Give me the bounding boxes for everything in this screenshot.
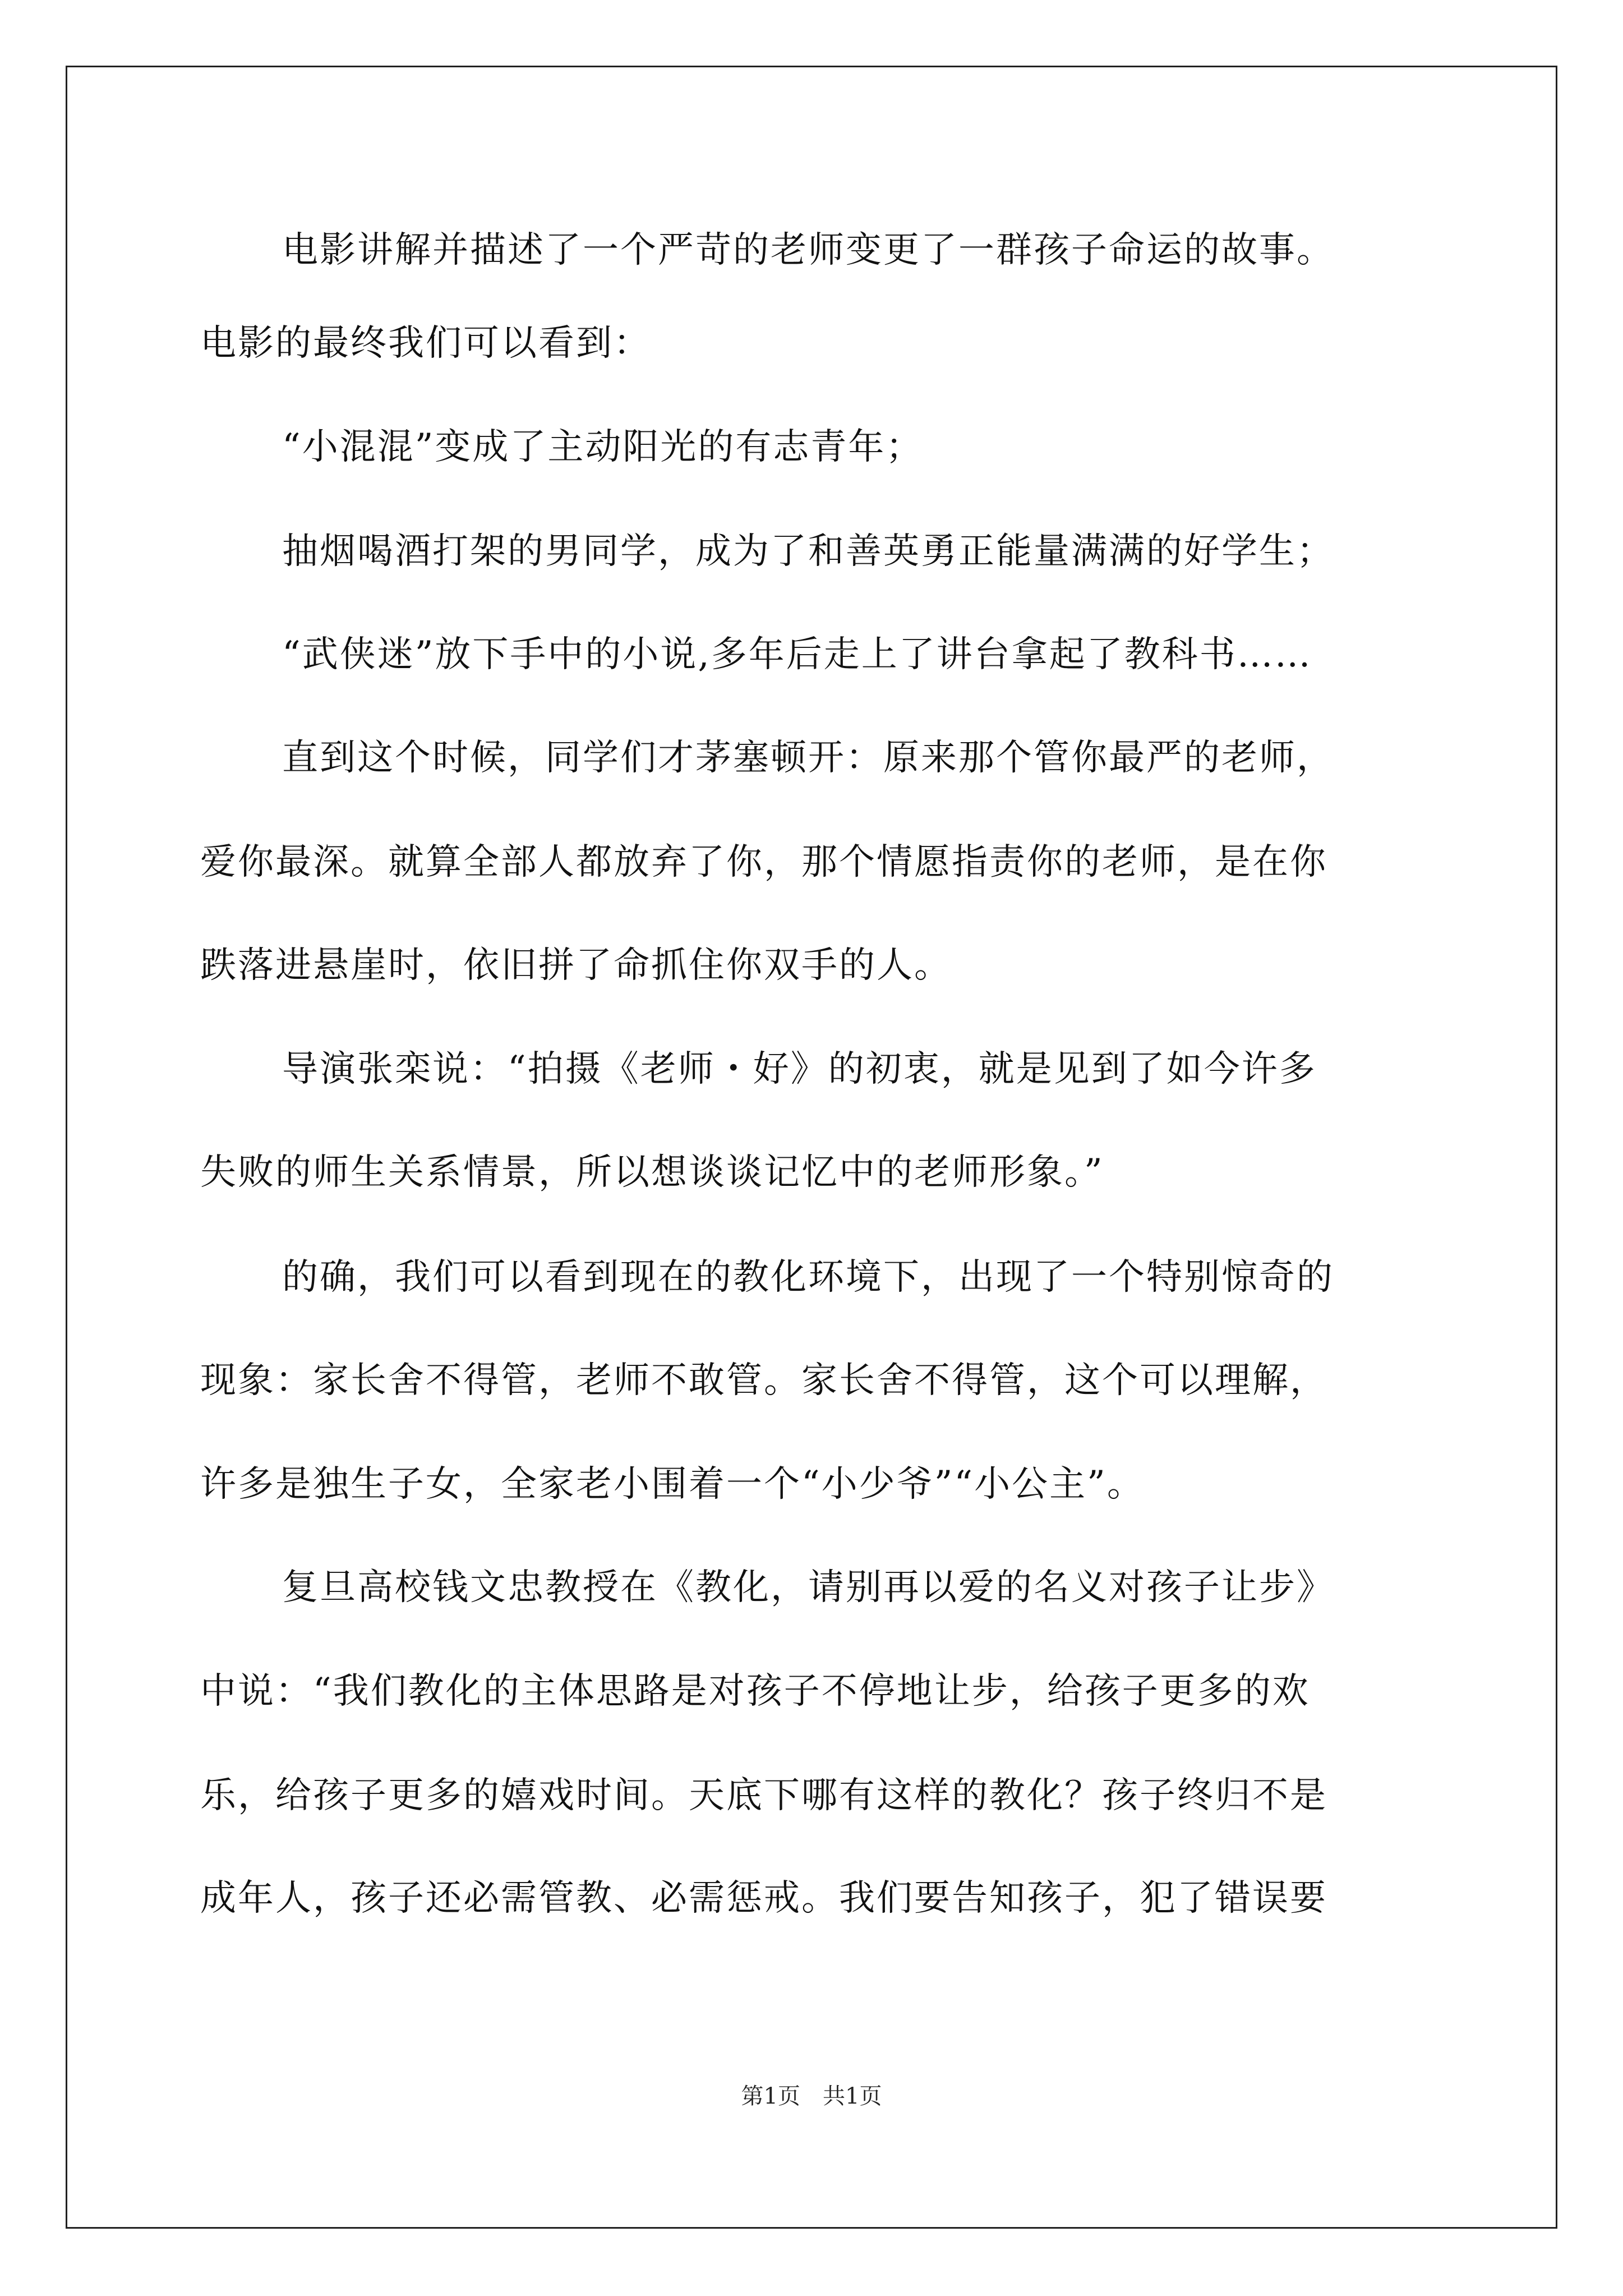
paragraph-line: 中说：“我们教化的主体思路是对孩子不停地让步，给孩子更多的欢: [200, 1671, 1310, 1712]
paragraph-line: 的确，我们可以看到现在的教化环境下，出现了一个特别惊奇的: [282, 1257, 1334, 1298]
paragraph-line: 抽烟喝酒打架的男同学，成为了和善英勇正能量满满的好学生；: [282, 531, 1334, 572]
paragraph-line: 复旦高校钱文忠教授在《教化，请别再以爱的名义对孩子让步》: [282, 1567, 1334, 1608]
paragraph-line: 成年人，孩子还必需管教、必需惩戒。我们要告知孩子，犯了错误要: [200, 1878, 1327, 1919]
paragraph-line: 电影讲解并描述了一个严苛的老师变更了一群孩子命运的故事。: [282, 229, 1334, 271]
page-number-footer: 第1页 共1页: [741, 2083, 882, 2109]
paragraph-line: 爱你最深。就算全部人都放弃了你，那个情愿指责你的老师，是在你: [200, 841, 1327, 883]
paragraph-line: 导演张栾说：“拍摄《老师・好》的初衷，就是见到了如今许多: [282, 1048, 1317, 1090]
paragraph-line: 许多是独生子女，全家老小围着一个“小少爷”“小公主”。: [200, 1464, 1145, 1505]
paragraph-line: “小混混”变成了主动阳光的有志青年；: [282, 426, 924, 468]
paragraph-line: 跌落进悬崖时，依旧拼了命抓住你双手的人。: [200, 945, 952, 986]
paragraph-line: 现象：家长舍不得管，老师不敢管。家长舍不得管，这个可以理解，: [200, 1360, 1327, 1401]
paragraph-line: 失败的师生关系情景，所以想谈谈记忆中的老师形象。”: [200, 1152, 1104, 1193]
paragraph-line: “武侠迷”放下手中的小说,多年后走上了讲台拿起了教科书……: [282, 634, 1312, 675]
paragraph-line: 乐，给孩子更多的嬉戏时间。天底下哪有这样的教化？孩子终归不是: [200, 1775, 1327, 1816]
paragraph-line: 电影的最终我们可以看到：: [200, 323, 651, 364]
paragraph-line: 直到这个时候，同学们才茅塞顿开：原来那个管你最严的老师，: [282, 737, 1334, 779]
